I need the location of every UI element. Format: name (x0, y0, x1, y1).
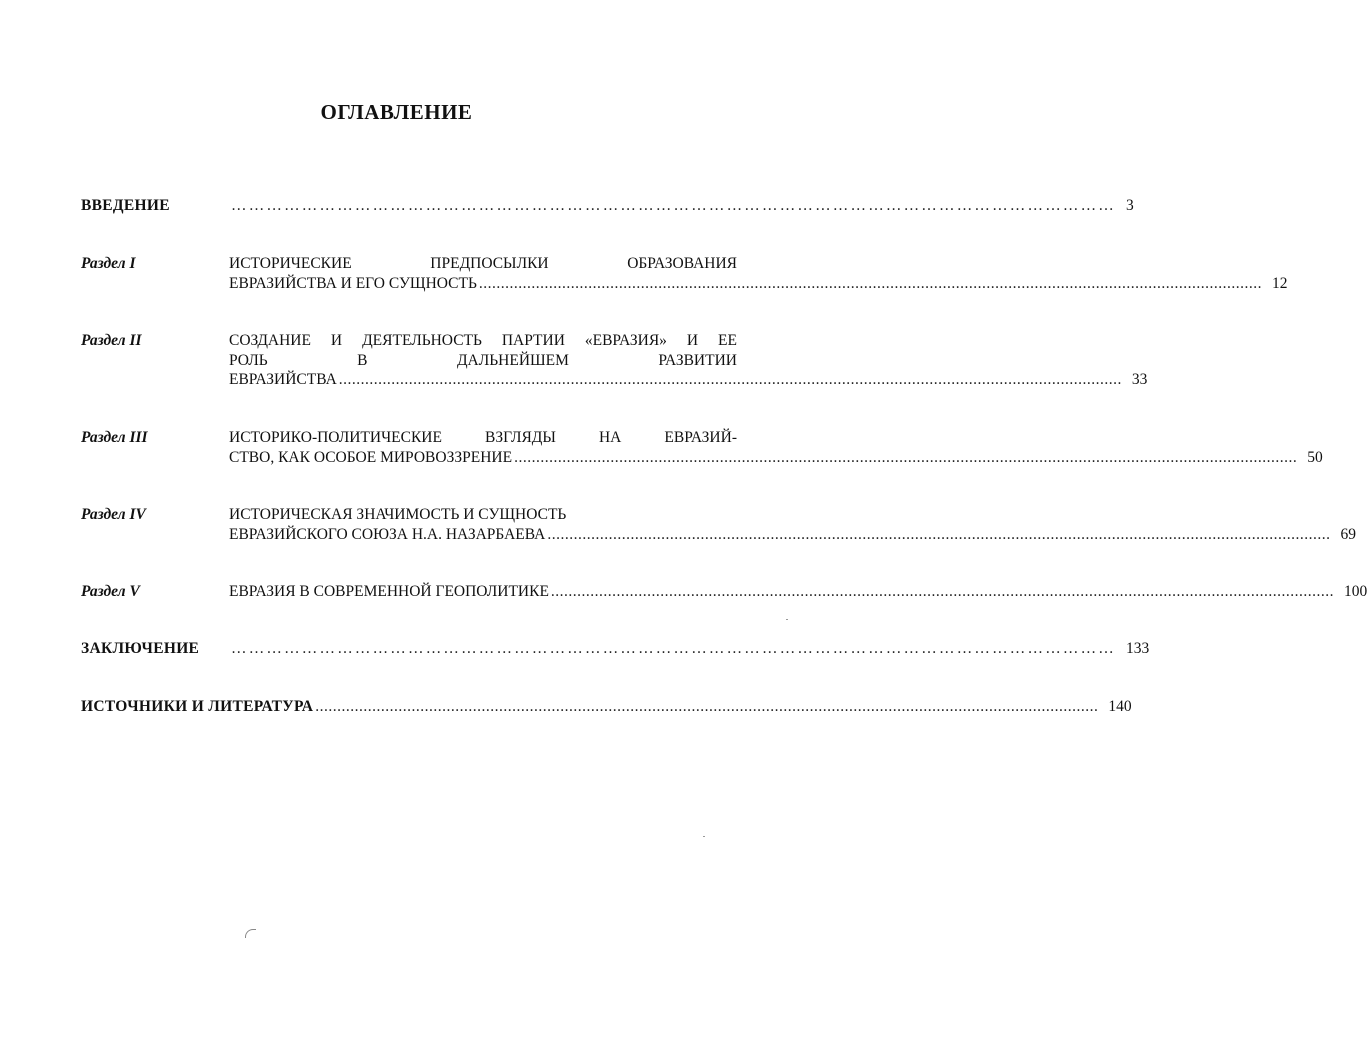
page-number: 140 (1108, 698, 1132, 715)
page-number: 50 (1307, 448, 1323, 466)
toc-label: Раздел II (81, 332, 142, 349)
scan-mark (245, 929, 256, 938)
toc-heading-line: СОЗДАНИЕ И ДЕЯТЕЛЬНОСТЬ ПАРТИИ «ЕВРАЗИЯ» И ЕЕ (229, 332, 737, 349)
dot-leader: ................................................................................................................................................................................... (315, 698, 1099, 715)
toc-label: ЗАКЛЮЧЕНИЕ (81, 640, 200, 657)
toc-entry-body (229, 331, 1148, 390)
toc-heading-line: ЕВРАЗИЙСТВА И ЕГО СУЩНОСТЬ (229, 274, 477, 292)
toc-entry-sources[interactable] (81, 697, 1132, 717)
dot-leader: …………………………………………………………………………………………………………………………………… (231, 197, 1116, 214)
toc-heading-line: ЕВРАЗИЙСТВА (229, 371, 337, 388)
page-number: 3 (1126, 197, 1134, 214)
toc-label: Раздел IV (81, 506, 146, 523)
toc-label: ИСТОЧНИКИ И ЛИТЕРАТУРА (81, 698, 314, 715)
toc-heading-line-wrap (229, 505, 737, 525)
scan-speck (786, 619, 788, 620)
toc-entry-body (229, 639, 1150, 659)
dot-leader: …………………………………………………………………………………………………………………………………… (231, 640, 1116, 657)
toc-heading-line: СТВО, КАК ОСОБОЕ МИРОВОЗЗРЕНИЕ (229, 448, 513, 466)
toc-label: Раздел III (81, 429, 148, 446)
toc-heading-line: ИСТОРИЧЕСКАЯ ЗНАЧИМОСТЬ И СУЩНОСТЬ (229, 506, 567, 523)
toc-entry-body (229, 254, 1288, 293)
toc-entry-body (229, 196, 1134, 216)
toc-heading-line: ИСТОРИЧЕСКИЕ ПРЕДПОСЫЛКИ ОБРАЗОВАНИЯ (229, 255, 737, 272)
toc-heading-line: РОЛЬ В ДАЛЬНЕЙШЕМ РАЗВИТИИ (229, 351, 737, 369)
page-number: 12 (1271, 274, 1288, 292)
page-number: 133 (1126, 640, 1150, 657)
dot-leader: ................................................................................................................................................................................... (547, 525, 1331, 543)
toc-label: Раздел V (81, 583, 140, 600)
page-number: 100 (1344, 583, 1367, 600)
page-number: 33 (1131, 371, 1148, 388)
toc-entry-body (229, 428, 1323, 467)
dot-leader: ................................................................................................................................................................................... (338, 371, 1122, 388)
toc-heading-line: ЕВРАЗИЙСКОГО СОЮЗА Н.А. НАЗАРБАЕВА (229, 525, 546, 543)
toc-heading-line: ИСТОРИКО-ПОЛИТИЧЕСКИЕ ВЗГЛЯДЫ НА ЕВРАЗИЙ- (229, 429, 737, 446)
dot-leader: ................................................................................................................................................................................... (550, 583, 1335, 600)
toc-entry-body (229, 505, 1356, 544)
page-title: ОГЛАВЛЕНИЕ (320, 100, 473, 124)
toc-entry-body (229, 582, 1367, 602)
scan-speck (703, 836, 705, 837)
toc-heading-line: ЕВРАЗИЯ В СОВРЕМЕННОЙ ГЕОПОЛИТИКЕ (229, 583, 549, 600)
toc-label: ВВЕДЕНИЕ (81, 197, 170, 214)
page-number: 69 (1340, 525, 1356, 543)
toc-label: Раздел I (81, 255, 136, 272)
dot-leader: ................................................................................................................................................................................... (514, 448, 1298, 466)
dot-leader: ................................................................................................................................................................................... (478, 274, 1262, 292)
